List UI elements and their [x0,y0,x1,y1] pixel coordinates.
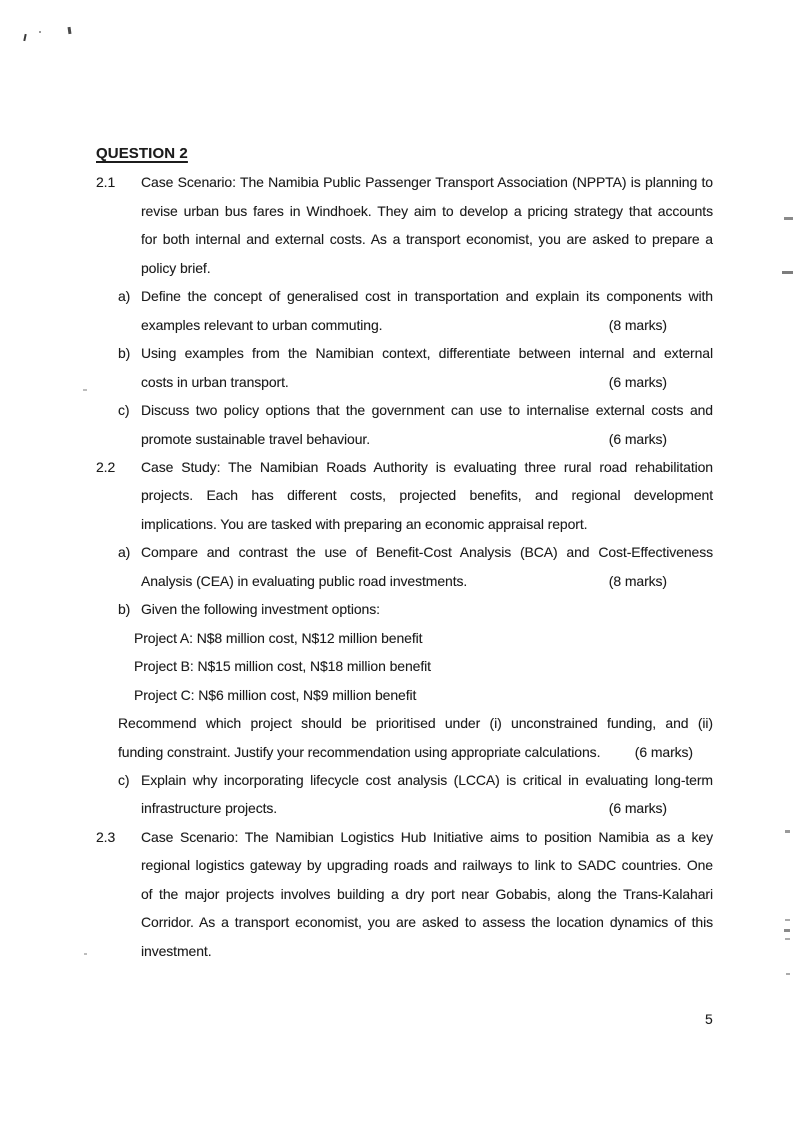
text-line-with-marks [141,794,713,822]
block-b-6 [118,595,713,623]
item-label: b) [118,601,131,618]
item-label: b) [118,345,131,362]
text-line: Case Scenario: The Namibian Logistics Hub Initiative aims to position Namibia as a key [141,828,713,845]
marks-label: (6 marks) [608,800,667,817]
scan-artifact [785,938,790,940]
text-line: Corridor. As a transport economist, you are asked to assess the location dynamics of this [141,914,713,931]
text-line: Case Scenario: The Namibia Public Passenger Transport Association (NPPTA) is planning to [141,174,713,191]
block-hanging-8 [118,709,713,766]
scan-artifact [84,953,87,955]
text-line: Explain why incorporating lifecycle cost analysis (LCCA) is critical in evaluating long-term [141,771,713,788]
question-heading: QUESTION 2 [96,145,188,162]
text-line: Project B: N$15 million cost, N$18 million benefit [134,658,431,675]
text-line: projects. Each has different costs, projected benefits, and regional development [141,487,713,504]
text-line-with-marks [141,311,713,339]
scan-artifact [784,217,793,220]
text-line-with-marks [141,425,713,453]
marks-label: (6 marks) [634,743,693,760]
scan-artifact [782,271,793,274]
text-line: Recommend which project should be prioritised under (i) unconstrained funding, and (ii) [118,715,713,732]
marks-label: (8 marks) [608,316,667,333]
text-line: policy brief. [141,259,211,276]
scan-artifact [786,973,790,975]
text-line: Discuss two policy options that the government can use to internalise external costs and [141,402,713,419]
item-label: a) [118,288,131,305]
text-line: funding constraint. Justify your recommendation using appropriate calculations. [118,743,601,760]
text-line: Using examples from the Namibian context, differentiate between internal and external [141,345,713,362]
block-c-9 [118,766,713,823]
text-line: Compare and contrast the use of Benefit-Cost Analysis (BCA) and Cost-Effectiveness [141,544,713,561]
text-line: Project A: N$8 million cost, N$12 million benefit [134,629,423,646]
text-line: Given the following investment options: [141,601,380,618]
marks-label: (6 marks) [608,373,667,390]
page-number: 5 [705,1011,713,1027]
scan-artifact [785,830,790,833]
marks-label: (6 marks) [608,430,667,447]
item-label: 2.3 [96,828,116,845]
item-label: a) [118,544,131,561]
text-line: Case Study: The Namibian Roads Authority is evaluating three rural road rehabilitation [141,458,713,475]
text-line: infrastructure projects. [141,800,278,817]
scan-artifact [39,31,41,33]
scan-artifact [785,919,790,921]
document-content [96,140,713,965]
text-line-with-marks [118,738,713,766]
text-line: revise urban bus fares in Windhoek. They aim to develop a pricing strategy that accounts [141,202,713,219]
block-c-3 [118,396,713,453]
block-21-0 [96,168,713,282]
block-22-4 [96,453,713,538]
text-line: promote sustainable travel behaviour. [141,430,370,447]
block-b-2 [118,339,713,396]
marks-label: (8 marks) [608,572,667,589]
item-label: c) [118,771,130,788]
text-line: of the major projects involves building a dry port near Gobabis, along the Trans-Kalahari [141,885,713,902]
text-line: implications. You are tasked with preparing an economic appraisal report. [141,515,588,532]
block-a-1 [118,282,713,339]
text-line: Analysis (CEA) in evaluating public road investments. [141,572,468,589]
text-line: Project C: N$6 million cost, N$9 million benefit [134,686,417,703]
text-line: costs in urban transport. [141,373,289,390]
item-label: 2.1 [96,174,116,191]
scan-artifact [23,34,26,41]
block-23-10 [96,823,713,965]
text-line: for both internal and external costs. As a transport economist, you are asked to prepare a [141,231,713,248]
text-line: regional logistics gateway by upgrading roads and railways to link to SADC countries. One [141,857,713,874]
block-a-5 [118,538,713,595]
item-label: c) [118,402,130,419]
text-line: examples relevant to urban commuting. [141,316,383,333]
scan-artifact [68,27,72,34]
item-label: 2.2 [96,458,116,475]
text-line-with-marks [141,368,713,396]
text-line: investment. [141,942,212,959]
text-line: Define the concept of generalised cost in transportation and explain its components with [141,288,713,305]
scan-artifact [83,389,87,391]
text-line-with-marks [141,567,713,595]
scan-artifact [784,929,790,932]
block-project-7 [134,624,713,709]
